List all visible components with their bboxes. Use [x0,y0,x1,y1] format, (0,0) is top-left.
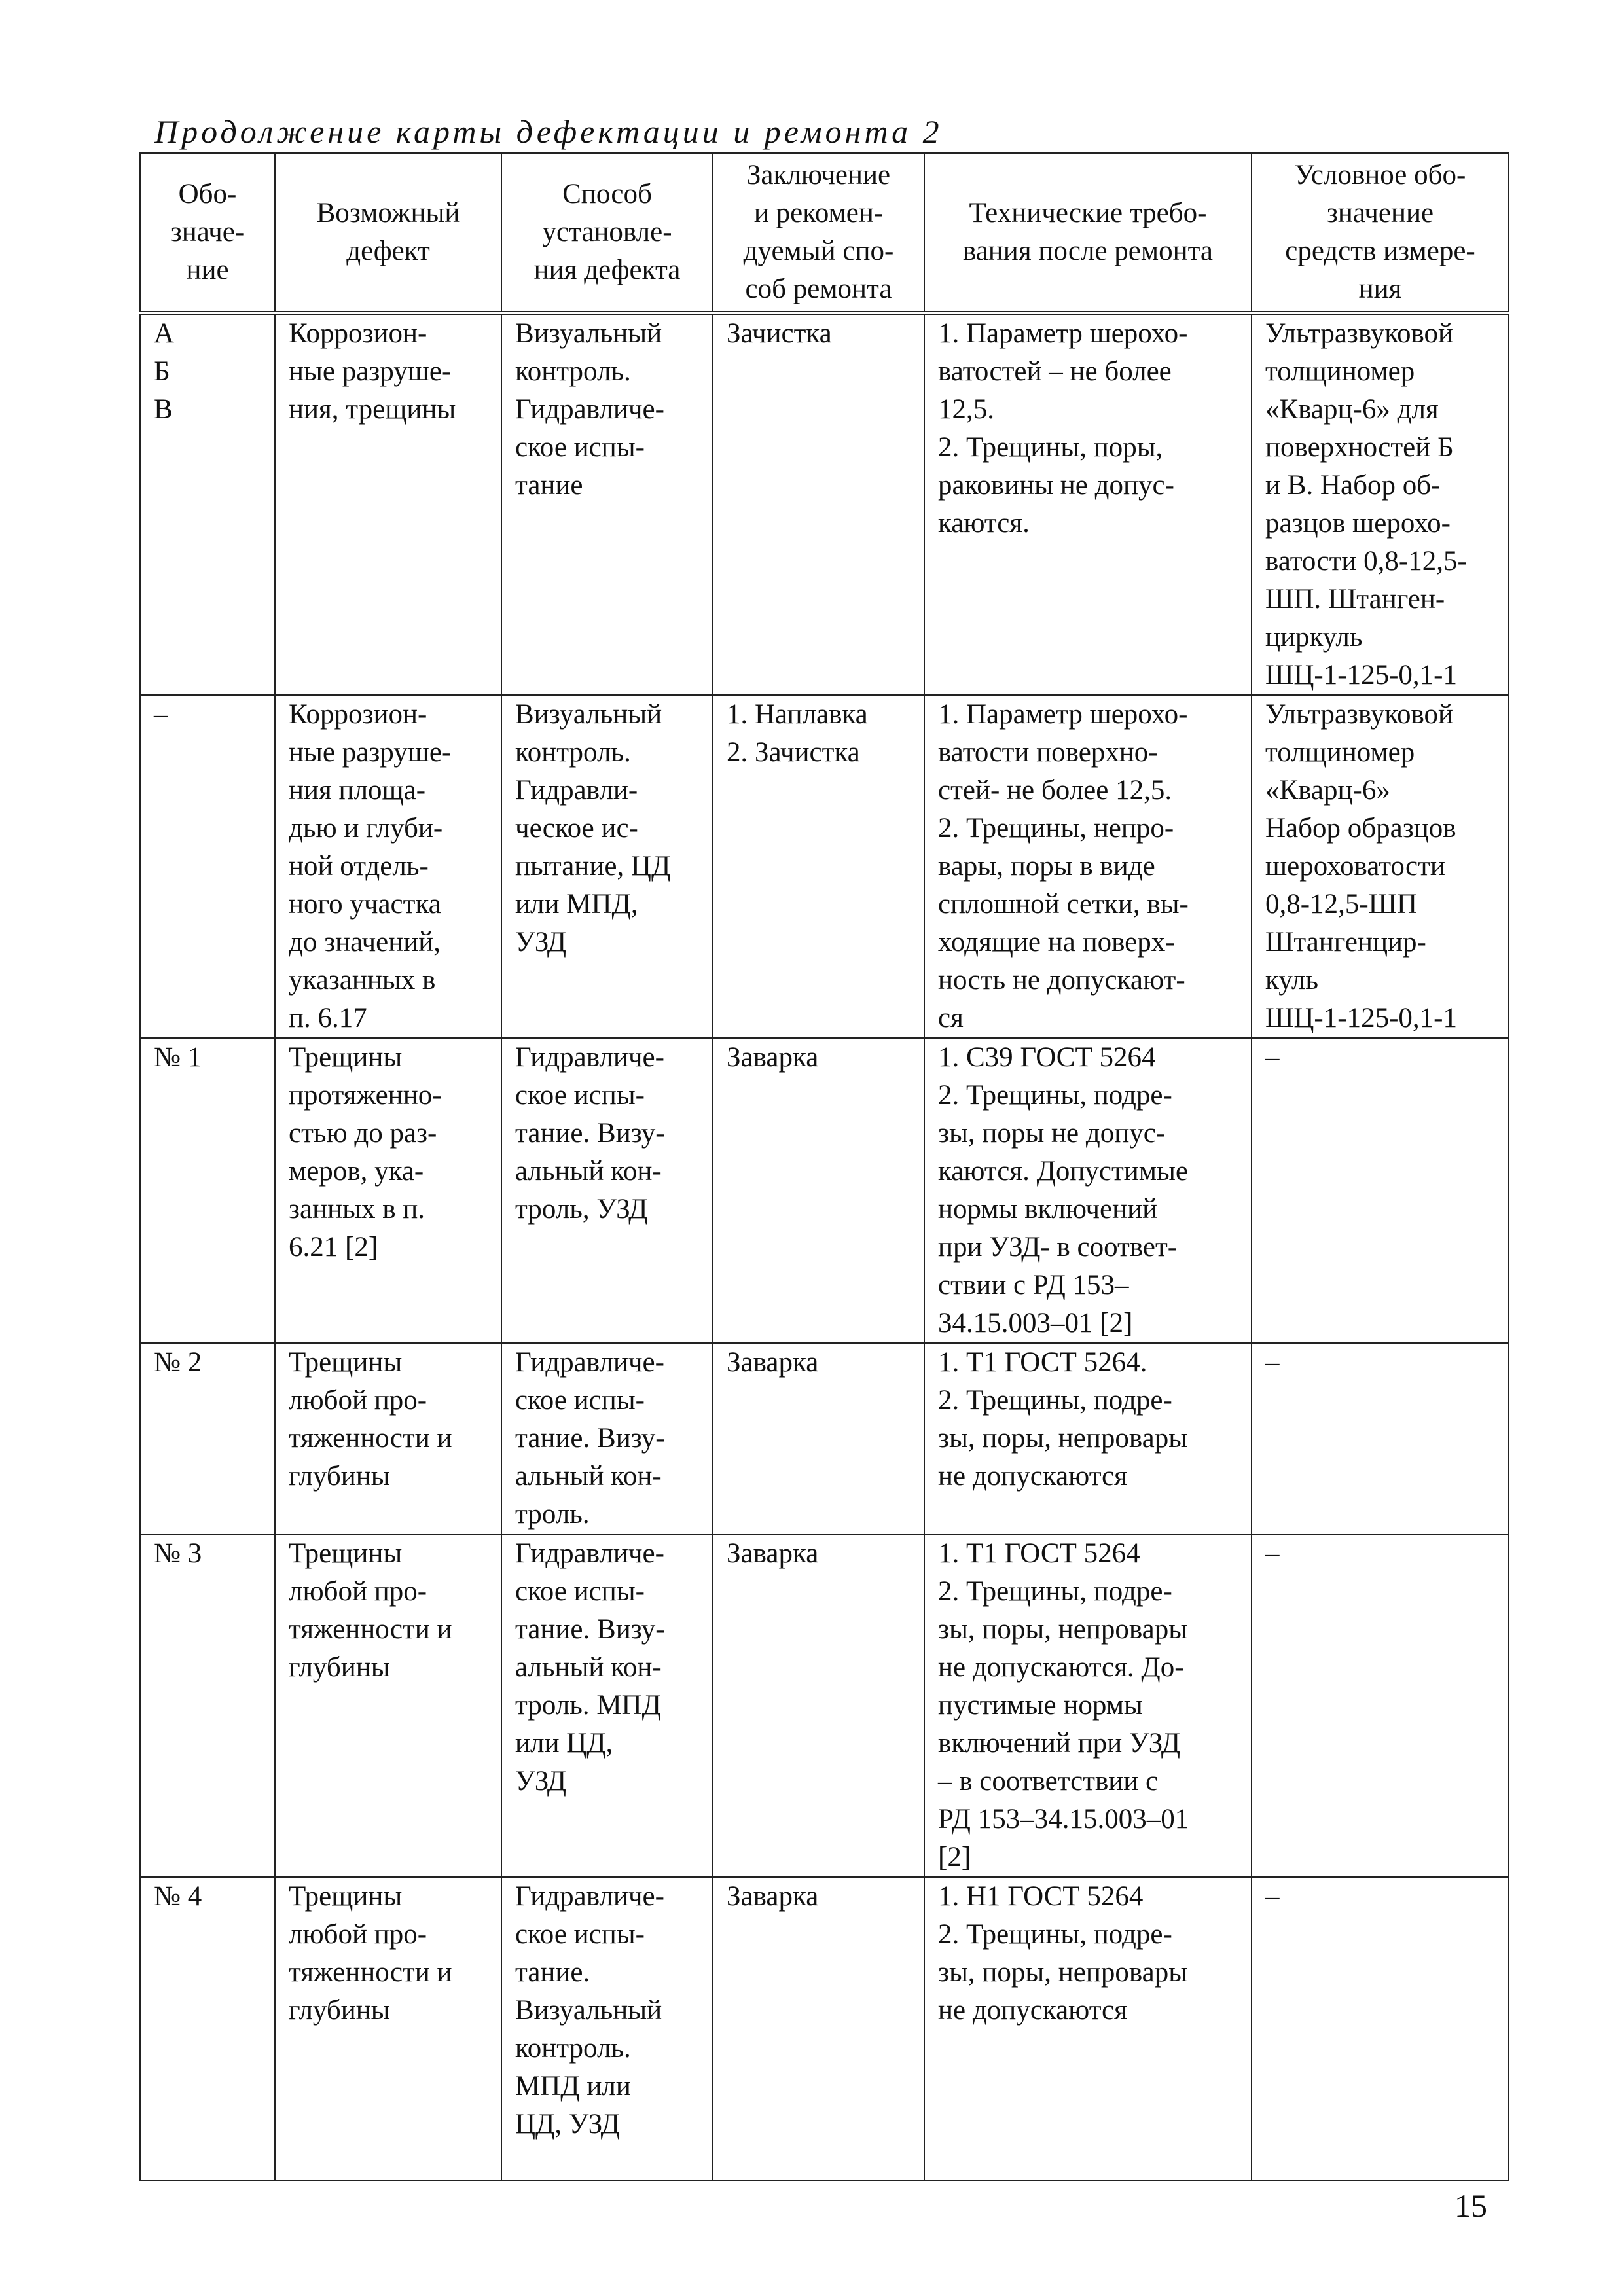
cell-repair-method: Заварка [713,1038,924,1343]
cell-measurement-instruments: Ультразвуковой толщиномер «Кварц-6» Набор образцов шероховатости 0,8-12,5-ШП Штангенцир- куль ШЦ-1-125-0,1-1 [1252,695,1509,1038]
table-caption: Продолжение карты дефектации и ремонта 2 [154,113,943,150]
header-detection-method: Способ установле- ния дефекта [501,153,713,313]
defect-repair-table [139,152,1509,2181]
table-row [140,695,1509,1038]
cell-measurement-instruments: – [1252,1343,1509,1534]
cell-measurement-instruments: – [1252,1038,1509,1343]
header-designation: Обо- значе- ние [140,153,275,313]
cell-designation: № 2 [140,1343,275,1534]
table-row [140,1877,1509,2181]
header-technical-requirements: Технические требо- вания после ремонта [924,153,1252,313]
cell-technical-requirements: 1. Т1 ГОСТ 5264 2. Трещины, подре- зы, поры, непровары не допускаются. До- пустимые нормы включений при УЗД – в соответствии с РД 153–34.15.003–01 [2] [924,1534,1252,1877]
table-row [140,1038,1509,1343]
header-defect: Возможный дефект [275,153,501,313]
cell-defect: Трещины протяженно- стью до раз- меров, ука- занных в п. 6.21 [2] [275,1038,501,1343]
cell-detection-method: Визуальный контроль. Гидравли- ческое ис- пытание, ЦД или МПД, УЗД [501,695,713,1038]
header-repair-method: Заключение и рекомен- дуемый спо- соб ремонта [713,153,924,313]
table-row [140,313,1509,695]
cell-defect: Трещины любой про- тяженности и глубины [275,1343,501,1534]
cell-detection-method: Гидравличе- ское испы- тание. Визу- альный кон- троль. [501,1343,713,1534]
cell-repair-method: Заварка [713,1534,924,1877]
cell-detection-method: Визуальный контроль. Гидравличе- ское испы- тание [501,313,713,695]
cell-designation: № 3 [140,1534,275,1877]
cell-detection-method: Гидравличе- ское испы- тание. Визу- альный кон- троль. МПД или ЦД, УЗД [501,1534,713,1877]
header-measurement-instruments: Условное обо- значение средств измере- ния [1252,153,1509,313]
cell-technical-requirements: 1. Т1 ГОСТ 5264. 2. Трещины, подре- зы, поры, непровары не допускаются [924,1343,1252,1534]
cell-designation: № 4 [140,1877,275,2181]
cell-technical-requirements: 1. Н1 ГОСТ 5264 2. Трещины, подре- зы, поры, непровары не допускаются [924,1877,1252,2181]
cell-detection-method: Гидравличе- ское испы- тание. Визу- альный кон- троль, УЗД [501,1038,713,1343]
cell-designation: № 1 [140,1038,275,1343]
cell-detection-method: Гидравличе- ское испы- тание. Визуальный контроль. МПД или ЦД, УЗД [501,1877,713,2181]
cell-repair-method: Заварка [713,1343,924,1534]
cell-repair-method: Заварка [713,1877,924,2181]
page-number: 15 [1454,2187,1487,2224]
cell-repair-method: Зачистка [713,313,924,695]
cell-measurement-instruments: – [1252,1877,1509,2181]
cell-designation: А Б В [140,313,275,695]
cell-defect: Трещины любой про- тяженности и глубины [275,1877,501,2181]
cell-repair-method: 1. Наплавка 2. Зачистка [713,695,924,1038]
cell-designation: – [140,695,275,1038]
cell-measurement-instruments: Ультразвуковой толщиномер «Кварц-6» для поверхностей Б и В. Набор об- разцов шерохо- ватости 0,8-12,5- ШП. Штанген- циркуль ШЦ-1-125-0,1-1 [1252,313,1509,695]
cell-technical-requirements: 1. Параметр шерохо- ватости поверхно- стей- не более 12,5. 2. Трещины, непро- вары, поры в виде сплошной сетки, вы- ходящие на поверх- ность не допускают- ся [924,695,1252,1038]
cell-defect: Коррозион- ные разруше- ния, трещины [275,313,501,695]
table-row [140,1343,1509,1534]
table-row [140,1534,1509,1877]
table-header-row [140,153,1509,313]
cell-measurement-instruments: – [1252,1534,1509,1877]
cell-defect: Коррозион- ные разруше- ния площа- дью и глуби- ной отдель- ного участка до значений, указанных в п. 6.17 [275,695,501,1038]
cell-defect: Трещины любой про- тяженности и глубины [275,1534,501,1877]
cell-technical-requirements: 1. Параметр шерохо- ватостей – не более 12,5. 2. Трещины, поры, раковины не допус- каются. [924,313,1252,695]
cell-technical-requirements: 1. С39 ГОСТ 5264 2. Трещины, подре- зы, поры не допус- каются. Допустимые нормы включений при УЗД- в соответ- ствии с РД 153– 34.15.003–01 [2] [924,1038,1252,1343]
